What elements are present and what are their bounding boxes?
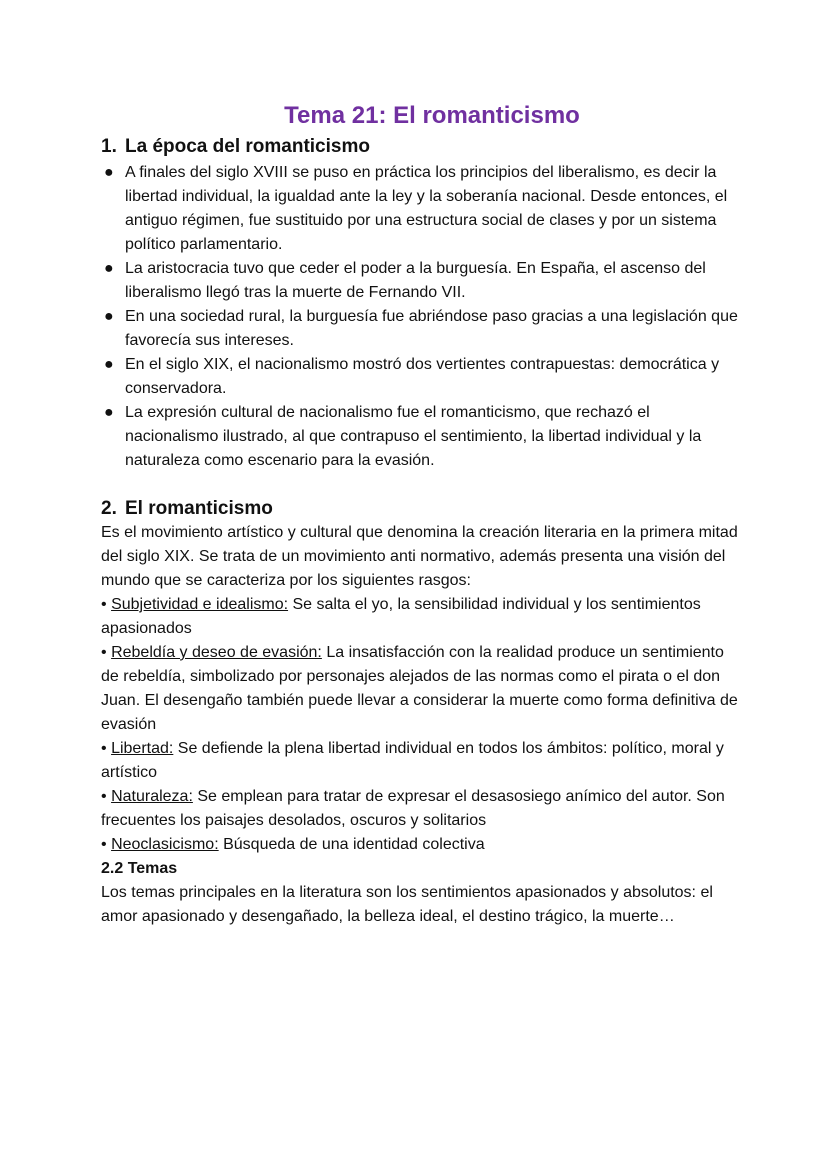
section-number: 2. <box>101 498 117 519</box>
list-item <box>101 305 741 353</box>
feature-item <box>101 833 741 857</box>
list-item-text: La expresión cultural de nacionalismo fue el romanticismo, que rechazó el nacionalismo ilustrado, al que contrapuso el sentimiento, la libertad individual y la naturaleza como escenario para la evasión. <box>125 404 702 469</box>
feature-term: Libertad: <box>111 740 174 757</box>
section-title: La época del romanticismo <box>125 136 370 157</box>
feature-text: Búsqueda de una identidad colectiva <box>218 836 485 853</box>
list-item <box>101 353 741 401</box>
document-page <box>101 100 741 929</box>
temas-paragraph: Los temas principales en la literatura son los sentimientos apasionados y absolutos: el amor apasionado y desengañado, la belleza ideal, el destino trágico, la muerte… <box>101 884 713 925</box>
bullet-symbol: • <box>101 788 107 805</box>
subsection-heading-temas: 2.2 Temas <box>101 860 178 877</box>
bullet-icon: ● <box>104 308 114 325</box>
list-item-text: En una sociedad rural, la burguesía fue abriéndose paso gracias a una legislación que favorecía sus intereses. <box>125 308 738 349</box>
section-heading-romanticismo <box>101 497 741 521</box>
bullet-symbol: • <box>101 836 107 853</box>
section-heading-epoca <box>101 135 741 159</box>
feature-text: Se salta el yo, la sensibilidad individual y los sentimientos apasionados <box>101 596 701 637</box>
feature-term: Naturaleza: <box>111 788 193 805</box>
feature-text: Se emplean para tratar de expresar el desasosiego anímico del autor. Son frecuentes los paisajes desolados, oscuros y solitarios <box>101 788 725 829</box>
feature-item <box>101 737 741 785</box>
bullet-symbol: • <box>101 644 107 661</box>
feature-term: Neoclasicismo: <box>111 836 219 853</box>
bullet-icon: ● <box>104 356 114 373</box>
spacer <box>101 473 741 497</box>
list-item <box>101 161 741 257</box>
list-item-text: En el siglo XIX, el nacionalismo mostró dos vertientes contrapuestas: democrática y conservadora. <box>125 356 720 397</box>
list-item-text: A finales del siglo XVIII se puso en práctica los principios del liberalismo, es decir la libertad individual, la igualdad ante la ley y la soberanía nacional. Desde entonces, el antiguo régimen, fue sustituido por una estructura social de clases y por un sistema político parlamentario. <box>125 164 728 253</box>
feature-item <box>101 785 741 833</box>
feature-text: La insatisfacción con la realidad produce un sentimiento de rebeldía, simbolizado por personajes alejados de las normas como el pirata o el don Juan. El desengaño también puede llevar a considerar la muerte como forma definitiva de evasión <box>101 644 738 733</box>
page-title: Tema 21: El romanticismo <box>284 102 580 129</box>
section-number: 1. <box>101 136 117 157</box>
feature-term: Rebeldía y deseo de evasión: <box>111 644 322 661</box>
bullet-icon: ● <box>104 404 114 421</box>
bullet-symbol: • <box>101 740 107 757</box>
feature-item <box>101 641 741 737</box>
list-item <box>101 257 741 305</box>
section-title: El romanticismo <box>125 498 273 519</box>
bullet-icon: ● <box>104 164 114 181</box>
feature-text: Se defiende la plena libertad individual en todos los ámbitos: político, moral y artístico <box>101 740 724 781</box>
list-item-text: La aristocracia tuvo que ceder el poder a la burguesía. En España, el ascenso del liberalismo llegó tras la muerte de Fernando VII. <box>125 260 706 301</box>
bullet-icon: ● <box>104 260 114 277</box>
list-item <box>101 401 741 473</box>
feature-item <box>101 593 741 641</box>
feature-term: Subjetividad e idealismo: <box>111 596 289 613</box>
intro-paragraph: Es el movimiento artístico y cultural que denomina la creación literaria en la primera mitad del siglo XIX. Se trata de un movimiento anti normativo, además presenta una visión del mundo que se caracteriza por los siguientes rasgos: <box>101 524 738 589</box>
bullet-symbol: • <box>101 596 107 613</box>
epoca-bullet-list <box>101 161 741 473</box>
